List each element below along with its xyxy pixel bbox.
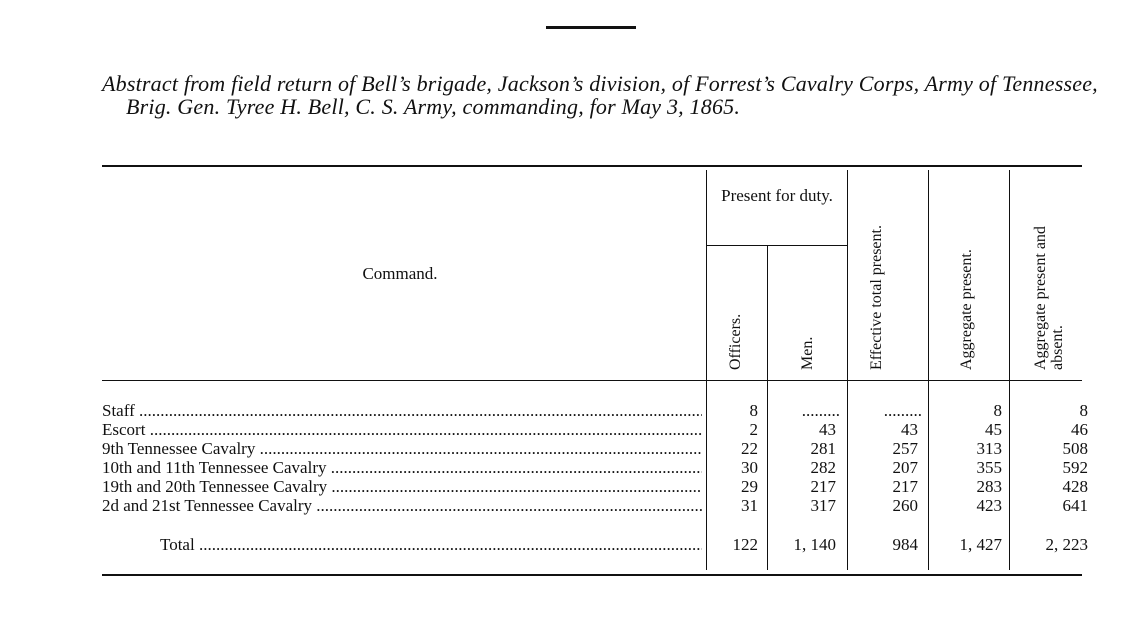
row-command: Escort ..... [102, 420, 702, 439]
header-effective: Effective total present. [868, 225, 885, 370]
row-effective: 207 [892, 458, 918, 477]
row-officers: 2 [749, 420, 758, 439]
total-label: Total ..... [160, 535, 702, 554]
row-men: ......... [801, 401, 840, 420]
col-divider-men [847, 170, 848, 570]
row-aggregate: 355 [976, 458, 1002, 477]
table-caption: Abstract from field return of Bell’s brigade, Jackson’s division, of Forrest’s Cavalry Corps, Army of Tennessee, Brig. Gen. Tyree H. Bell, C. S. Army, commanding, for May 3, 1865. [102, 71, 1098, 119]
row-aggregate-present-absent: 8 [1079, 401, 1088, 420]
row-officers: 31 [741, 496, 758, 515]
col-divider-aggregate [1009, 170, 1010, 570]
row-men: 217 [810, 477, 836, 496]
decorative-top-rule [546, 26, 636, 29]
row-command: 9th Tennessee Cavalry ..... [102, 439, 702, 458]
row-command: Staff ..... [102, 401, 702, 420]
header-officers: Officers. [727, 313, 744, 370]
row-aggregate-present-absent: 508 [1062, 439, 1088, 458]
header-aggregate-present: Aggregate present. [958, 249, 975, 370]
total-officers: 122 [732, 535, 758, 554]
header-present-for-duty: Present for duty. [721, 186, 833, 205]
row-aggregate: 283 [976, 477, 1002, 496]
row-men: 317 [810, 496, 836, 515]
total-aggregate-present-absent: 2, 223 [1045, 535, 1088, 554]
row-aggregate-present-absent: 46 [1071, 420, 1088, 439]
row-effective: 217 [892, 477, 918, 496]
row-men: 43 [819, 420, 836, 439]
row-effective: 260 [892, 496, 918, 515]
row-aggregate: 313 [976, 439, 1002, 458]
row-aggregate: 8 [993, 401, 1002, 420]
row-command: 2d and 21st Tennessee Cavalry ..... [102, 496, 702, 515]
row-effective: ......... [883, 401, 922, 420]
row-men: 281 [810, 439, 836, 458]
row-command: 19th and 20th Tennessee Cavalry ..... [102, 477, 702, 496]
row-aggregate: 45 [985, 420, 1002, 439]
total-aggregate: 1, 427 [959, 535, 1002, 554]
row-aggregate-present-absent: 641 [1062, 496, 1088, 515]
header-bottom-rule [102, 380, 1082, 381]
row-officers: 22 [741, 439, 758, 458]
row-aggregate-present-absent: 428 [1062, 477, 1088, 496]
table-bottom-rule [102, 574, 1082, 576]
header-men: Men. [799, 336, 816, 370]
total-men: 1, 140 [793, 535, 836, 554]
row-officers: 8 [749, 401, 758, 420]
table-top-rule [102, 165, 1082, 167]
row-aggregate: 423 [976, 496, 1002, 515]
row-effective: 43 [901, 420, 918, 439]
present-for-duty-underline [707, 245, 847, 246]
row-men: 282 [810, 458, 836, 477]
row-aggregate-present-absent: 592 [1062, 458, 1088, 477]
header-command: Command. [362, 264, 438, 283]
col-divider-effective [928, 170, 929, 570]
col-divider-command [706, 170, 707, 570]
row-officers: 29 [741, 477, 758, 496]
col-divider-officers [767, 246, 768, 570]
row-command: 10th and 11th Tennessee Cavalry ..... [102, 458, 702, 477]
header-aggregate-present-absent: Aggregate present and absent. [1032, 226, 1066, 370]
total-effective: 984 [892, 535, 918, 554]
row-officers: 30 [741, 458, 758, 477]
row-effective: 257 [892, 439, 918, 458]
